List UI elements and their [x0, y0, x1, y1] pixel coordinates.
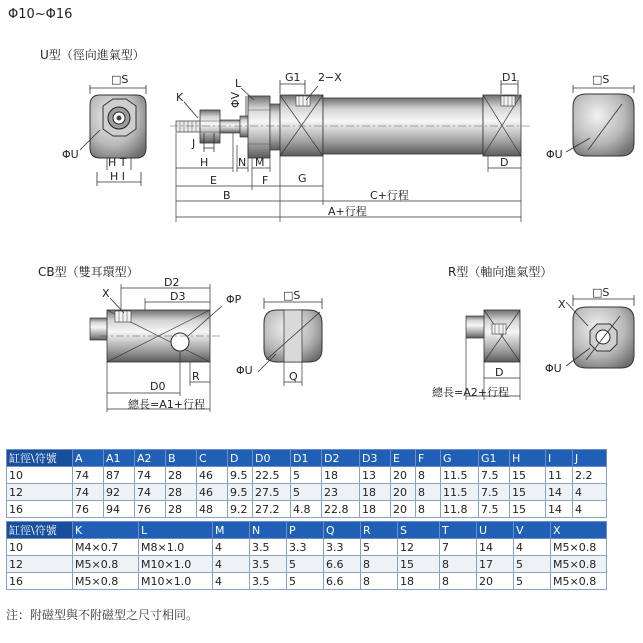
r-x-label: X	[558, 298, 566, 311]
r-total-label: 總長=A2+行程	[432, 386, 509, 399]
table-header: M	[213, 522, 250, 539]
u-e-label: E	[210, 174, 217, 187]
table-cell: 6.6	[324, 573, 361, 590]
table-row	[7, 573, 607, 590]
u-hi-label: H I	[110, 170, 126, 183]
table-header: L	[139, 522, 213, 539]
table-cell: 5	[291, 467, 322, 484]
dimension-tables	[6, 449, 606, 590]
cb-d0-label: D0	[150, 380, 166, 393]
table-cell: 12	[7, 556, 73, 573]
table-header: 缸徑\符號	[7, 450, 73, 467]
cb-d3-label: D3	[170, 290, 186, 303]
table-cell: M4×0.7	[73, 539, 139, 556]
table-cell: 20	[391, 467, 416, 484]
table-cell: 11.5	[441, 484, 479, 501]
r-s-label: □S	[592, 286, 610, 299]
table-cell: 11.5	[441, 467, 479, 484]
table-header: 缸徑\符號	[7, 522, 73, 539]
table-cell: 5	[287, 573, 324, 590]
u-end-view	[62, 73, 146, 186]
table-cell: 15	[510, 484, 546, 501]
cb-s-label: □S	[283, 289, 301, 302]
table-cell: M5×0.8	[73, 573, 139, 590]
table-cell: 7.5	[479, 501, 510, 518]
table-header: D2	[322, 450, 360, 467]
table-header: G1	[479, 450, 510, 467]
u-2x-label: 2−X	[318, 71, 342, 84]
u-h-label: H	[200, 156, 209, 169]
u-u-label: ΦU	[62, 148, 79, 161]
table-header: X	[551, 522, 607, 539]
table-cell: 87	[104, 467, 135, 484]
table-header: S	[398, 522, 440, 539]
table-cell: 11	[546, 467, 573, 484]
table-header: P	[287, 522, 324, 539]
table-cell: 8	[416, 467, 441, 484]
table-header: R	[361, 522, 398, 539]
table-header: F	[416, 450, 441, 467]
table-cell: 22.5	[253, 467, 291, 484]
table-cell: 3.5	[250, 556, 287, 573]
r-side-view	[432, 310, 520, 400]
cb-u-label: ΦU	[236, 364, 253, 377]
table-header: A2	[135, 450, 166, 467]
table-cell: 76	[73, 501, 104, 518]
table-cell: 22.8	[322, 501, 360, 518]
table-row	[7, 539, 607, 556]
u-side-view	[170, 71, 530, 222]
u-v-label: ΦV	[229, 91, 242, 108]
footnote: 注：附磁型與不附磁型之尺寸相同。	[6, 608, 199, 622]
table-cell: 17	[477, 556, 514, 573]
table-header-row	[7, 522, 607, 539]
u-right-s-label: □S	[592, 73, 610, 86]
table-cell: 92	[104, 484, 135, 501]
table-header: D	[228, 450, 253, 467]
table-cell: 7.5	[479, 484, 510, 501]
table-cell: 15	[510, 467, 546, 484]
u-right-end-view	[546, 73, 634, 161]
table-cell: 15	[398, 556, 440, 573]
cb-d2-label: D2	[164, 276, 180, 289]
table-header: U	[477, 522, 514, 539]
table-cell: 4	[573, 484, 607, 501]
table-cell: 15	[510, 501, 546, 518]
table-cell: 3.3	[287, 539, 324, 556]
r-type-title: R型（軸向進氣型）	[448, 265, 553, 279]
table-cell: 4	[213, 539, 250, 556]
table-cell: M8×1.0	[139, 539, 213, 556]
u-d-label: D	[500, 156, 509, 169]
u-k-label: K	[176, 91, 184, 104]
table-header: V	[514, 522, 551, 539]
table-header: C	[197, 450, 228, 467]
u-g1-label: G1	[285, 71, 301, 84]
table-cell: 4	[514, 539, 551, 556]
table-cell: 5	[291, 484, 322, 501]
cb-total-label: 總長=A1+行程	[128, 398, 205, 411]
cb-x-label: X	[102, 287, 110, 300]
table-cell: 14	[477, 539, 514, 556]
table-header: A	[73, 450, 104, 467]
cb-side-view	[90, 276, 242, 412]
table-header-row	[7, 450, 607, 467]
table-cell: M5×0.8	[551, 539, 607, 556]
series-heading: Φ10~Φ16	[8, 7, 73, 22]
table-cell: 11.8	[441, 501, 479, 518]
table-cell: 7.5	[479, 467, 510, 484]
table-cell: 18	[398, 573, 440, 590]
u-a-stroke-label: A+行程	[328, 205, 367, 218]
table-cell: 4	[573, 501, 607, 518]
table-cell: 18	[360, 484, 391, 501]
table-cell: 9.2	[228, 501, 253, 518]
table-cell: 5	[514, 573, 551, 590]
table-cell: 10	[7, 539, 73, 556]
u-l-label: L	[235, 77, 242, 90]
u-f-label: F	[262, 174, 269, 187]
table-cell: 13	[360, 467, 391, 484]
table-cell: 76	[135, 501, 166, 518]
table-header: I	[546, 450, 573, 467]
u-m-label: M	[255, 156, 265, 169]
r-u-label: ΦU	[545, 362, 562, 375]
table-cell: 94	[104, 501, 135, 518]
cb-q-label: Q	[289, 370, 298, 383]
u-d1-label: D1	[502, 71, 518, 84]
table-cell: 3.5	[250, 573, 287, 590]
table-header: G	[441, 450, 479, 467]
table-cell: M5×0.8	[73, 556, 139, 573]
table-row	[7, 556, 607, 573]
table-cell: 4	[213, 556, 250, 573]
table-cell: M10×1.0	[139, 556, 213, 573]
u-ht-label: H T	[108, 156, 127, 169]
table-cell: 8	[440, 573, 477, 590]
table-cell: 46	[197, 484, 228, 501]
table-cell: 4	[213, 573, 250, 590]
table-cell: 16	[7, 573, 73, 590]
table-cell: 27.2	[253, 501, 291, 518]
table-header: B	[166, 450, 197, 467]
table-cell: 3.3	[324, 539, 361, 556]
table-cell: 23	[322, 484, 360, 501]
table-cell: 9.5	[228, 484, 253, 501]
table-cell: M5×0.8	[551, 573, 607, 590]
table-header: N	[250, 522, 287, 539]
table-cell: 8	[416, 484, 441, 501]
table-cell: 16	[7, 501, 73, 518]
cb-type-title: CB型（雙耳環型）	[38, 265, 139, 279]
u-s-label: □S	[111, 73, 129, 86]
table-cell: 4.8	[291, 501, 322, 518]
table-cell: 2.2	[573, 467, 607, 484]
table-cell: 5	[514, 556, 551, 573]
table-cell: 28	[166, 467, 197, 484]
table-cell: 8	[361, 573, 398, 590]
table-cell: 12	[398, 539, 440, 556]
r-d-label: D	[495, 366, 504, 379]
table-cell: 5	[287, 556, 324, 573]
cb-end-view	[236, 289, 322, 386]
table-cell: 74	[73, 484, 104, 501]
table-cell: 74	[73, 467, 104, 484]
u-n-label: N	[238, 156, 247, 169]
table-header: H	[510, 450, 546, 467]
dimension-table-1	[6, 449, 607, 518]
u-g-label: G	[298, 172, 307, 185]
table-cell: 20	[391, 501, 416, 518]
table-cell: 8	[416, 501, 441, 518]
table-header: D0	[253, 450, 291, 467]
table-header: Q	[324, 522, 361, 539]
table-header: T	[440, 522, 477, 539]
u-type-title: U型（徑向進氣型）	[40, 48, 145, 62]
cb-r-label: R	[192, 370, 200, 383]
table-header: J	[573, 450, 607, 467]
u-right-u-label: ΦU	[546, 148, 563, 161]
table-cell: M5×0.8	[551, 556, 607, 573]
u-j-label: J	[192, 137, 196, 150]
table-cell: 6.6	[324, 556, 361, 573]
table-cell: 12	[7, 484, 73, 501]
table-cell: 20	[391, 484, 416, 501]
table-header: A1	[104, 450, 135, 467]
table-cell: 10	[7, 467, 73, 484]
table-cell: 14	[546, 501, 573, 518]
r-end-view	[545, 286, 634, 375]
table-cell: 27.5	[253, 484, 291, 501]
table-header: K	[73, 522, 139, 539]
table-header: D3	[360, 450, 391, 467]
table-cell: 20	[477, 573, 514, 590]
cb-p-label: ΦP	[226, 293, 242, 306]
table-cell: 28	[166, 484, 197, 501]
table-header: D1	[291, 450, 322, 467]
table-row	[7, 467, 607, 484]
table-cell: 18	[322, 467, 360, 484]
table-cell: 7	[440, 539, 477, 556]
table-cell: 14	[546, 484, 573, 501]
u-b-label: B	[223, 189, 231, 202]
table-row	[7, 484, 607, 501]
table-row	[7, 501, 607, 518]
table-header: E	[391, 450, 416, 467]
table-cell: 74	[135, 484, 166, 501]
table-cell: 28	[166, 501, 197, 518]
table-cell: 46	[197, 467, 228, 484]
table-cell: 18	[360, 501, 391, 518]
u-c-stroke-label: C+行程	[370, 189, 409, 202]
dimension-table-2	[6, 521, 607, 590]
table-cell: 9.5	[228, 467, 253, 484]
table-cell: 74	[135, 467, 166, 484]
table-cell: 48	[197, 501, 228, 518]
table-cell: 5	[361, 539, 398, 556]
table-cell: 8	[440, 556, 477, 573]
table-cell: 3.5	[250, 539, 287, 556]
table-cell: 8	[361, 556, 398, 573]
table-cell: M10×1.0	[139, 573, 213, 590]
